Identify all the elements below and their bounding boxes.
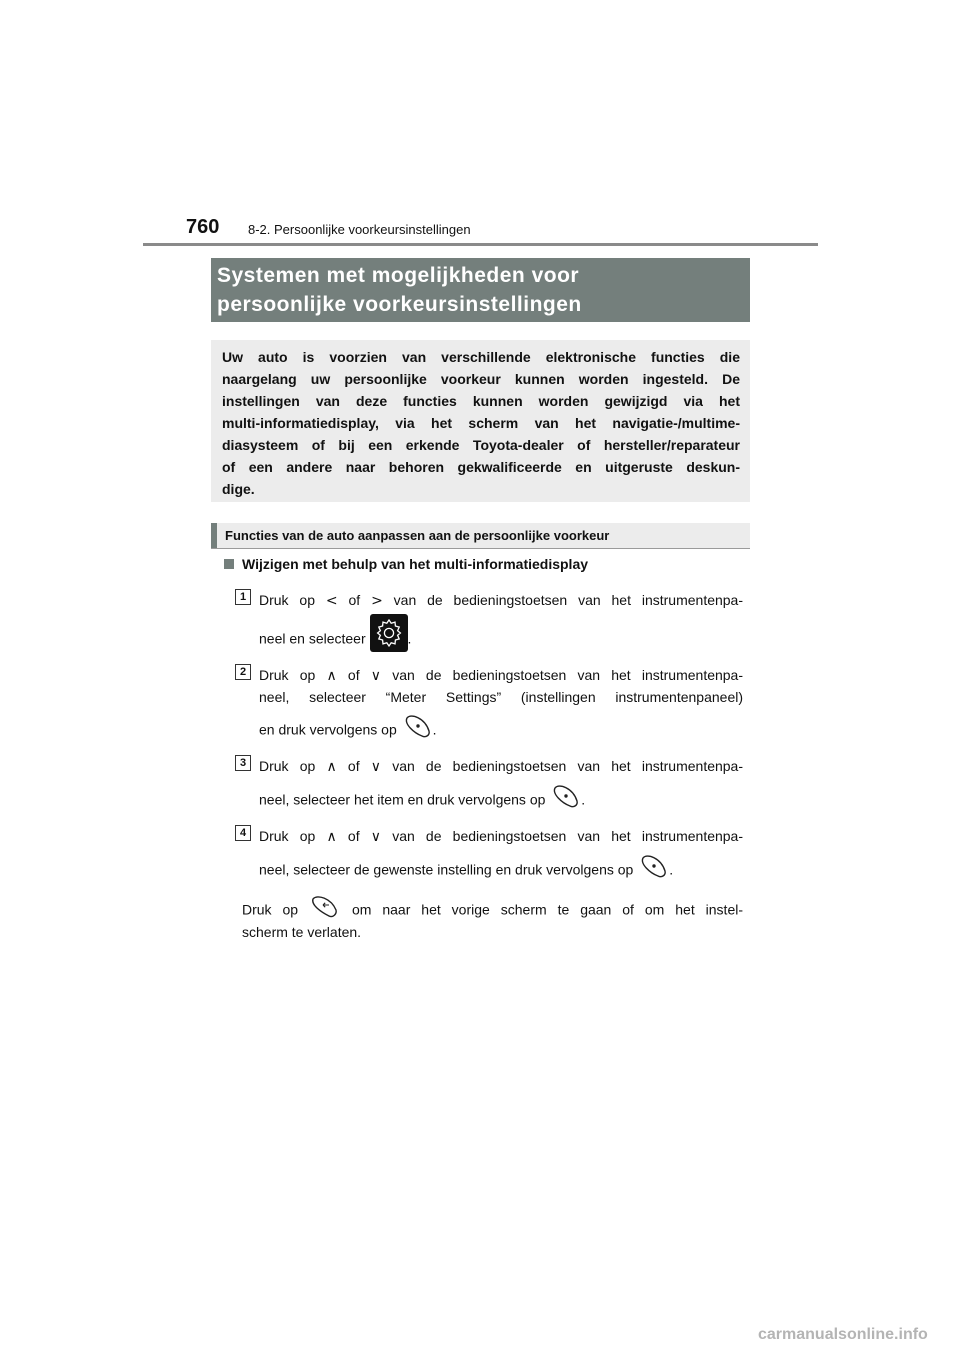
step-text: . bbox=[407, 630, 412, 647]
step-text: Druk op bbox=[259, 828, 316, 844]
left-arrow-symbol: < bbox=[325, 593, 338, 609]
step-text: en druk vervolgens op bbox=[259, 721, 397, 738]
step-text: van de bedieningstoetsen van het instrumentenpa- bbox=[392, 828, 744, 844]
up-arrow-symbol: ∧ bbox=[326, 759, 337, 775]
title-line-2: persoonlijke voorkeursinstellingen bbox=[217, 293, 582, 316]
step-line bbox=[259, 779, 743, 823]
step-line bbox=[259, 614, 743, 666]
step-text: van de bedieningstoetsen van het instrumentenpa- bbox=[393, 592, 744, 608]
note-line: scherm te verlaten. bbox=[242, 924, 362, 940]
step-text: Druk op bbox=[259, 592, 316, 608]
intro-box bbox=[211, 340, 750, 502]
step-text: neel, selecteer de gewenste instelling en druk vervolgens op bbox=[259, 861, 634, 878]
note-text: Druk op bbox=[242, 901, 299, 918]
intro-line: of een andere naar behoren gekwalificeerde en uitgeruste deskun- bbox=[222, 459, 740, 475]
gear-icon bbox=[370, 614, 408, 666]
intro-line: diasysteem of bij een erkende Toyota-dealer of hersteller/reparateur bbox=[222, 437, 740, 453]
step-line bbox=[259, 592, 743, 609]
step-line bbox=[259, 828, 743, 845]
bullet-heading bbox=[224, 556, 588, 572]
step-text: of bbox=[348, 592, 361, 608]
enter-button-icon bbox=[549, 779, 581, 823]
up-arrow-symbol: ∧ bbox=[326, 668, 337, 684]
down-arrow-symbol: ∨ bbox=[370, 829, 382, 845]
subsection-bar bbox=[211, 523, 750, 549]
step-text: Druk op bbox=[259, 758, 316, 774]
note-text: om naar het vorige scherm te gaan of om het instel- bbox=[351, 901, 744, 918]
step-text: neel en selecteer bbox=[259, 630, 366, 647]
intro-line: dige. bbox=[222, 481, 255, 497]
step-text: Druk op bbox=[259, 667, 316, 683]
step-text: van de bedieningstoetsen van het instrumentenpa- bbox=[392, 758, 744, 774]
step-badge: 4 bbox=[235, 825, 251, 841]
subsection-title: Functies van de auto aanpassen aan de persoonlijke voorkeur bbox=[225, 528, 610, 543]
step-text: neel, selecteer het item en druk vervolgens op bbox=[259, 791, 546, 808]
intro-line: multi-informatiedisplay, via het scherm van het navigatie-/multime- bbox=[222, 415, 740, 431]
watermark: carmanualsonline.info bbox=[758, 1326, 928, 1343]
step-badge: 3 bbox=[235, 755, 251, 771]
step-line bbox=[259, 667, 743, 684]
page-number: 760 bbox=[186, 216, 220, 238]
step-line bbox=[259, 758, 743, 775]
enter-button-icon bbox=[637, 849, 669, 893]
step-text: . bbox=[669, 861, 674, 878]
down-arrow-symbol: ∨ bbox=[370, 668, 382, 684]
step-text: . bbox=[581, 791, 586, 808]
down-arrow-symbol: ∨ bbox=[370, 759, 382, 775]
step-badge: 1 bbox=[235, 589, 251, 605]
step-text: of bbox=[347, 667, 360, 683]
subsection-accent bbox=[211, 523, 217, 548]
enter-button-icon bbox=[401, 709, 433, 753]
bullet-square-icon bbox=[224, 559, 234, 569]
intro-line: instellingen van deze functies kunnen worden gewijzigd via het bbox=[222, 393, 740, 409]
section-path: 8-2. Persoonlijke voorkeursinstellingen bbox=[248, 222, 471, 237]
intro-line: naargelang uw persoonlijke voorkeur kunnen worden ingesteld. De bbox=[222, 371, 740, 387]
step-line bbox=[259, 709, 743, 753]
intro-line: Uw auto is voorzien van verschillende elektronische functies die bbox=[222, 349, 740, 365]
step-line bbox=[259, 849, 743, 893]
title-box bbox=[211, 258, 750, 322]
step-text: van de bedieningstoetsen van het instrumentenpa- bbox=[392, 667, 744, 683]
header-rule bbox=[143, 243, 818, 246]
step-line: neel, selecteer “Meter Settings” (instellingen instrumentenpaneel) bbox=[259, 689, 743, 705]
step-text: of bbox=[347, 828, 360, 844]
bullet-heading-text: Wijzigen met behulp van het multi-informatiedisplay bbox=[242, 556, 589, 572]
step-text: of bbox=[347, 758, 360, 774]
step-badge: 2 bbox=[235, 664, 251, 680]
right-arrow-symbol: > bbox=[371, 593, 383, 609]
step-text: . bbox=[432, 721, 437, 738]
title-line-1: Systemen met mogelijkheden voor bbox=[217, 264, 580, 287]
up-arrow-symbol: ∧ bbox=[326, 829, 337, 845]
